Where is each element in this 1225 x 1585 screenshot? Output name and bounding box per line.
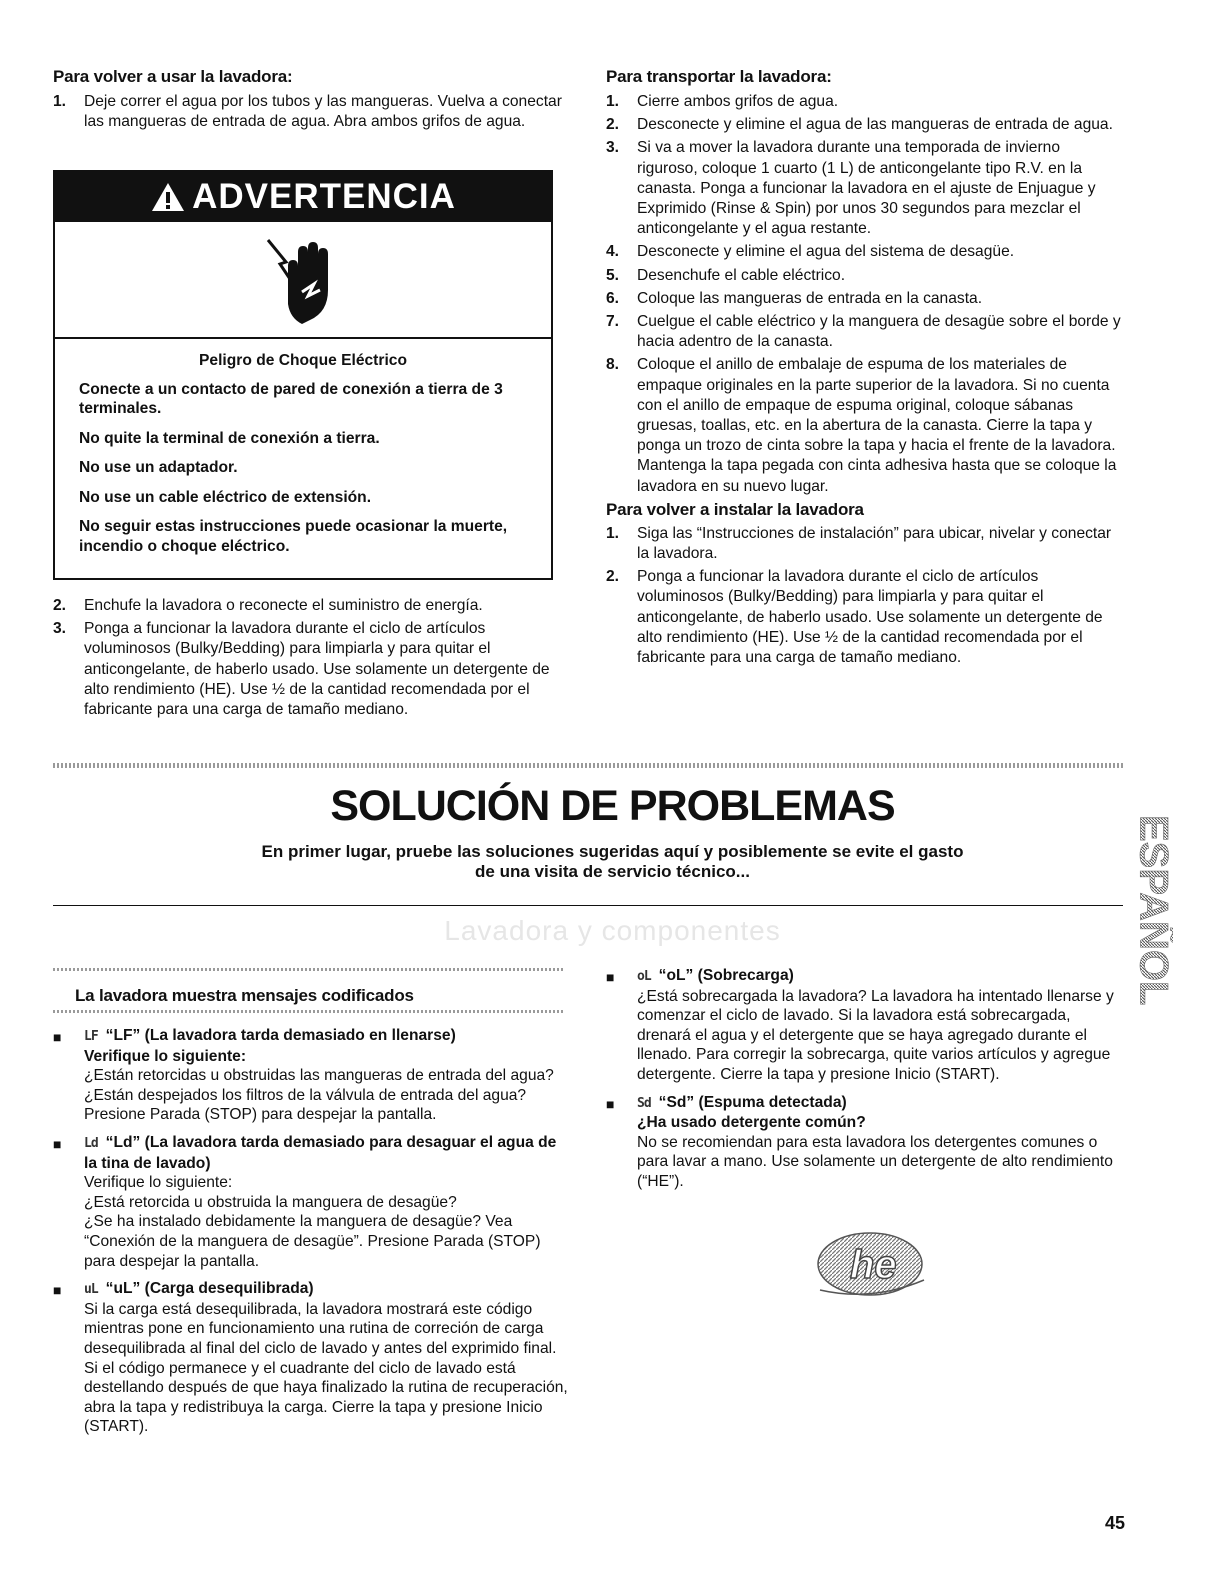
warning-box: [53, 170, 553, 580]
warning-subtitle: Peligro de Choque Eléctrico: [199, 352, 407, 369]
list-item: 2. Enchufe la lavadora o reconecte el suministro de energía.: [53, 597, 483, 614]
electric-shock-hand-icon: [258, 232, 348, 327]
list-item: 1. Siga las “Instrucciones de instalación” para ubicar, nivelar y conectar la lavadora.: [606, 524, 1112, 563]
list-item: 5. Desenchufe el cable eléctrico.: [606, 266, 846, 284]
hatched-divider: [53, 968, 565, 971]
left-top-list: [53, 92, 563, 132]
warning-line: No use un cable eléctrico de extensión.: [79, 488, 372, 506]
side-label-text: ESPAÑOL: [1131, 815, 1173, 1006]
bullet-icon: ■: [606, 969, 615, 985]
display-code: oL: [637, 969, 651, 984]
he-logo: [812, 1230, 932, 1300]
warning-triangle-icon: [150, 181, 186, 213]
bullet-icon: ■: [53, 1135, 62, 1152]
error-sd: ■ Sd “Sd” (Espuma detectada) ¿Ha usado detergente común? No se recomiendan para esta lavadora los detergentes comunes o para lavar a mano. Use solamente un detergente de alto rendimiento (“HE”).: [606, 1093, 1113, 1190]
bullet-icon: ■: [53, 1029, 62, 1045]
display-code: Ld: [84, 1135, 98, 1151]
bullet-icon: ■: [606, 1095, 615, 1112]
display-code: Sd: [637, 1095, 651, 1111]
heading-transportar: Para transportar la lavadora:: [606, 67, 832, 86]
right-top-list: [606, 92, 1121, 497]
list-item: 7. Cuelgue el cable eléctrico y la manguera de desagüe sobre el borde y hacia adentro de la canasta.: [606, 313, 1121, 351]
warning-line: Conecte a un contacto de pared de conexión a tierra de 3 terminales.: [79, 380, 503, 417]
list-item: 3. Ponga a funcionar la lavadora durante el ciclo de artículos voluminosos (Bulky/Bedding) para limpiarla y para quitar el anticongelante, de haberlo usado. Use solamente un detergente de alto rendimiento (HE). Use ½ de la cantidad recomendada por el fabricante para una carga de tamaño mediano.: [53, 620, 550, 719]
display-code: LF: [84, 1029, 98, 1044]
coded-messages-heading: La lavadora muestra mensajes codificados: [75, 986, 414, 1005]
list-item: 1. Deje correr el agua por los tubos y las mangueras. Vuelva a conectar las mangueras de entrada de agua. Abra ambos grifos de agua.: [53, 93, 562, 131]
warning-title: ADVERTENCIA: [192, 177, 456, 216]
list-item: 8. Coloque el anillo de embalaje de espuma de los materiales de empaque originales en la parte superior de la lavadora. Si no cuenta con el anillo de empaque de espuma original, coloque sábanas gruesas, toallas, etc. en la abertura de la canasta. Cierre la tapa y ponga un trozo de cinta sobre la tapa y hacia el frente de la lavadora. Mantenga la tapa pegada con cinta adhesiva hasta que se coloque la lavadora en su nuevo lugar.: [606, 356, 1117, 495]
hatched-divider: [53, 763, 1123, 768]
troubleshooting-subtitle: En primer lugar, pruebe las soluciones sugeridas aquí y posiblemente se evite el gasto de una visita de servicio técnico...: [261, 842, 964, 881]
display-code: uL: [84, 1282, 98, 1298]
list-item: 3. Si va a mover la lavadora durante una temporada de invierno riguroso, coloque 1 cuarto (1 L) de anticongelante tipo R.V. en la canasta. Ponga a funcionar la lavadora en el ajuste de Enjuague y Exprimido (Rinse & Spin) por unos 30 segundos para mezclar el anticongelante y el agua restante.: [606, 139, 1096, 238]
bullet-icon: ■: [53, 1282, 62, 1299]
error-ul: ■ uL “uL” (Carga desequilibrada) Si la carga está desequilibrada, la lavadora mostrará este código mientras pone en funcionamiento una rutina de correción de carga desequilibrada al final del ciclo de lavado y antes del exprimido final. Si el código permanece y el cuadrante del ciclo de lavado está destellando después de que haya finalizado la rutina de recuperación, abra la tapa y redistribuya la carga. Cierre la tapa y presione Inicio (START).: [53, 1280, 568, 1436]
list-item: 1. Cierre ambos grifos de agua.: [606, 93, 839, 110]
coded-messages-left: [53, 1026, 568, 1445]
list-item: 4. Desconecte y elimine el agua del sistema de desagüe.: [606, 243, 1015, 261]
side-language-label: [1129, 815, 1173, 1015]
section-rule: [53, 905, 1123, 906]
list-item: 2. Ponga a funcionar la lavadora durante el ciclo de artículos voluminosos (Bulky/Bedding) para limpiarla y para quitar el anticongelante, de haberlo usado. Use solamente un detergente de alto rendimiento (HE). Use ½ de la cantidad recomendada por el fabricante para una carga de tamaño mediano.: [606, 568, 1103, 667]
list-item: 2. Desconecte y elimine el agua de las mangueras de entrada de agua.: [606, 116, 1113, 134]
he-logo-icon: [812, 1230, 932, 1300]
error-lf: ■ LF “LF” (La lavadora tarda demasiado en llenarse) Verifique lo siguiente: ¿Están retorcidas u obstruidas las mangueras de entrada del agua? ¿Están despejados los filtros de la válvula de entrada del agua? Presione Parada (STOP) para despejar la pantalla.: [53, 1027, 554, 1124]
error-ld: ■ Ld “Ld” (La lavadora tarda demasiado para desaguar el agua de la tina de lavado) Verifique lo siguiente: ¿Está retorcida u obstruida la manguera de desagüe? ¿Se ha instalado debidamente la manguera de desagüe? Vea “Conexión de la manguera de desagüe”. Presione Parada (STOP) para despejar la pantalla.: [53, 1133, 557, 1270]
left-top-section: [53, 67, 563, 135]
warning-line: No quite la terminal de conexión a tierra.: [79, 429, 380, 447]
section-title: Lavadora y componentes: [444, 915, 781, 946]
warning-body: [55, 339, 551, 556]
left-bottom-section: [53, 596, 563, 723]
heading-reinstalar: Para volver a instalar la lavadora: [606, 499, 864, 519]
warning-line: No seguir estas instrucciones puede ocasionar la muerte, incendio o choque eléctrico.: [79, 518, 508, 555]
hatched-divider: [53, 1010, 565, 1013]
right-top-section: [606, 67, 1121, 671]
right-mid-list: [606, 524, 1121, 668]
he-logo-text: he: [850, 1243, 897, 1287]
warning-line: No use un adaptador.: [79, 459, 238, 476]
left-bottom-list: [53, 596, 563, 720]
coded-messages-right: [606, 966, 1121, 1200]
heading-volver-usar: Para volver a usar la lavadora:: [53, 67, 293, 86]
error-ol: ■ oL “oL” (Sobrecarga) ¿Está sobrecargada la lavadora? La lavadora ha intentado llenarse y comenzar el ciclo de lavado. Si la lavadora está sobrecargada, drenará el agua y el detergente que se haya agregado durante el llenado. Para corregir la sobrecarga, quite varios artículos y agregue detergente. Cierre la tapa y presione Inicio (START).: [606, 967, 1114, 1083]
list-item: 6. Coloque las mangueras de entrada en la canasta.: [606, 289, 983, 307]
warning-header: [55, 172, 551, 222]
page-number: 45: [1104, 1513, 1125, 1533]
troubleshooting-title: SOLUCIÓN DE PROBLEMAS: [330, 782, 895, 830]
warning-icon-area: [55, 222, 551, 339]
